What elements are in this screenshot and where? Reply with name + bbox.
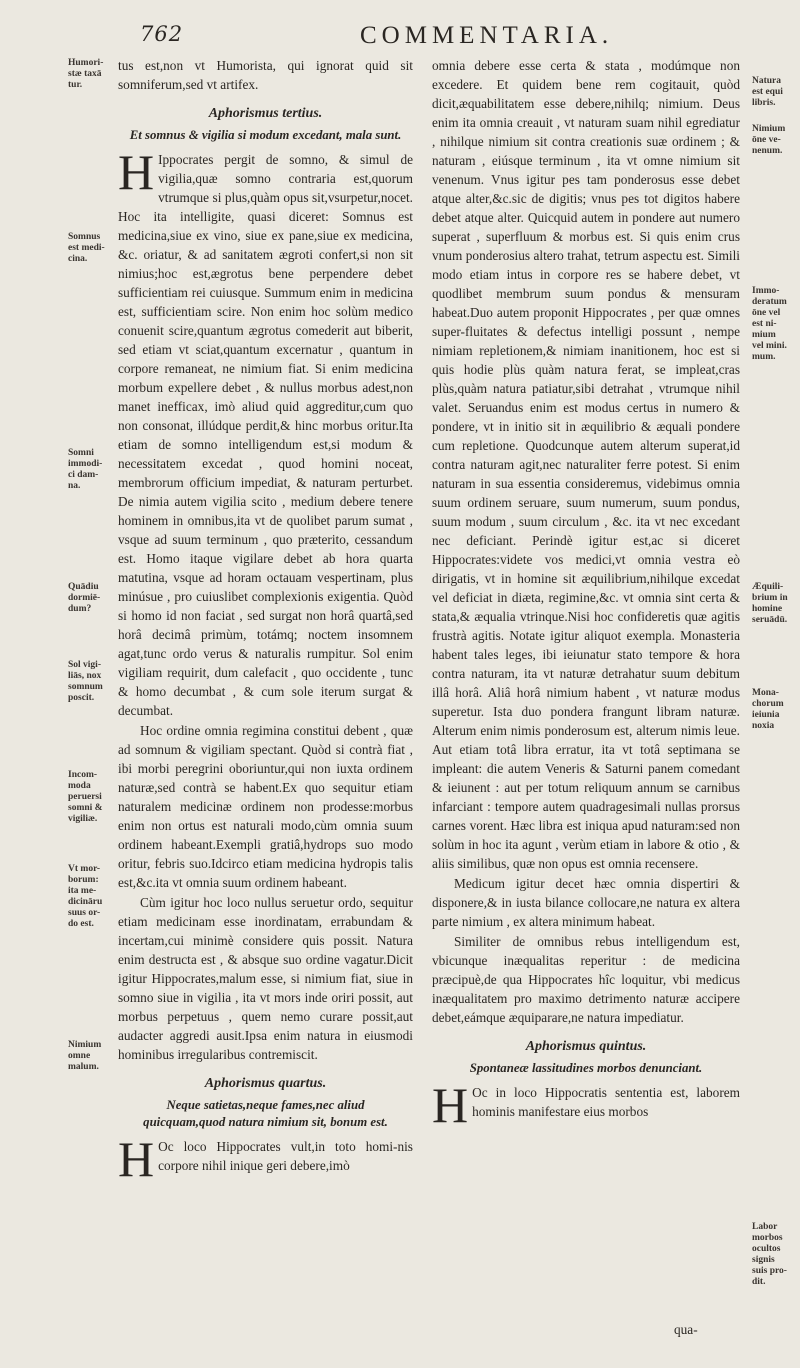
- aphorism-5-title: Aphorismus quintus.: [525, 1039, 647, 1054]
- drop-cap: H: [118, 144, 155, 200]
- aphorism-4-text: Neque satietas,neque fames,nec aliud quicquam,quod natura nimium sit, bonum est.: [143, 1098, 388, 1129]
- margin-note-left-4: Quādiu dormiē- dum?: [68, 582, 101, 614]
- page-number: 762: [140, 22, 184, 46]
- margin-note-right-3: Immo- deratum ōne vel est ni- mium vel mini. mum.: [752, 286, 787, 362]
- margin-note-left-2: Somnus est medi- cina.: [68, 232, 105, 264]
- left-column: [118, 56, 413, 1187]
- right-paragraph-2: Medicum igitur decet hæc omnia dispertiri & disponere,& in iusta bilance collocare,ne natura ex altera parte nimium , ex altera minimum habeat.: [432, 876, 740, 929]
- margin-note-left-1: Humori- stæ taxā tur.: [68, 58, 104, 90]
- left-paragraph-1: [118, 144, 413, 720]
- margin-note-left-7: Vt mor- borum: ita me- dicināru suus or- do est.: [68, 864, 103, 929]
- margin-note-right-5: Mona- chorum ieiunia noxia: [752, 688, 784, 731]
- margin-note-left-5: Sol vigi- liās, nox somnum poscit.: [68, 660, 103, 703]
- right-column: [432, 56, 740, 1133]
- margin-note-right-6: Labor morbos ocultos signis suis pro- dit.: [752, 1222, 787, 1287]
- margin-note-left-8: Nimium omne malum.: [68, 1040, 102, 1072]
- margin-note-right-2: Nimium ōne ve- nenum.: [752, 124, 786, 156]
- margin-note-right-4: Æquili- brium in homine seruādū.: [752, 582, 788, 625]
- right-paragraph-4-text: Oc in loco Hippocratis sententia est, laborem hominis manifestare eius morbos: [472, 1085, 740, 1119]
- right-paragraph-3: Similiter de omnibus rebus intelligendum est, vbicunque inæqualitas reperitur : de medicina præcipuè,de qua Hippocrates hîc loquitur, vbi medicus inæqualitatem pro maximo detrimento naturæ accipere debet,eámque æquiparare,ne natura impediatur.: [432, 934, 740, 1025]
- margin-note-left-6: Incom- moda peruersi somni & vigiliæ.: [68, 770, 103, 824]
- margin-note-right-1: Natura est equi libris.: [752, 76, 783, 108]
- aphorism-5-text: Spontaneæ lassitudines morbos denunciant.: [469, 1061, 703, 1075]
- left-paragraph-2: Hoc ordine omnia regimina constitui debent , quæ ad somnum & vigiliam spectant. Quòd si contrà fiat , ibi morbi peregrini oboriuntur,qui non iuxta ordinem naturæ,sed contrà se habent.Ex quo sequitur etiam naturalem medicinæ ordinem non prodesse:morbus enim non ortus est naturali modo,cùm omnia suum ordinem habeant.Exempli gratiâ,hydrops suo modo oritur, febris suo.Idcirco etiam medicina hydropis talis est,&c.ita vt omnia suum ordinem habeant.: [118, 723, 413, 890]
- aphorism-3-text: Et somnus & vigilia si modum excedant, mala sunt.: [129, 128, 402, 142]
- left-paragraph-4-text: Oc loco Hippocrates vult,in toto homi-nis corpore nihil inique geri debere,imò: [158, 1139, 413, 1173]
- right-paragraph-1: omnia debere esse certa & stata , modúmque non excedere. Et quidem bene rem cogitauit, quòd dicit,æquabilitatem esse debere,nihilq; nimium. Deus enim ita omnia creauit , vt naturam suam nihil egrediatur , nihilque nimium sit contra creationis suæ ordinem ; & naturam , eiúsque terminum , ita vt omne nimium sit venenum. Vnus igitur pes tam ponderosus esse debet atque alter,&c.sic de digitis; vnus pes tot digitos habere debet atque alter. Quicquid autem in pondere aut numero superat , superfluum & morbus est. Si quis enim crus vnum ponderosius altero trahat, tetrum aspectu est. Simili modo etiam intus in corpore res se habere debet, vt quodlibet membrum suum pondus & mensuram habeat.Duo autem proponit Hippocrates , per quæ omnes super-fluitates & defectus intelligi possunt , nempe nimiam repletionem,& nimiam inanitionem, hoc est si quis hodie plùs quàm natura ferat, se impleat,cras plùs,quàm natura patiatur,sibi detrahat , vtrumque nihil valet. Seruandus enim est modus certus in numero & pondere, vt in initio sit in æquilibrio & æquali pondere cum repletione. Quodcunque autem alterum superat,id contra naturam agit,nec naturaliter ferre potest. Si enim naturam in sua essentia consideremus, videbimus omnia suum ordinem seruare, suum numerum, suum pondus, suum modum , suum circulum , &c. ita vt nec excedant nec deficiant. Perindè igitur est,ac si diceret Hippocrates:videte vos medici,vt omnia vestra eò dirigatis, vt in homine sit æquilibrium,nihilque excedat vel deficiat in diæta, regimine,&c. vt omnia sint certa & stata,& æqualia vtrinque.Nisi hoc confideretis quæ agitis frustrà agitis. Notate igitur aliquot exempla. Monasteria habent tales leges, ibi ieiunatur stato tempore & hora contra naturam, ita vt naturæ detrahatur suum debitum illâ horâ. Aliâ horâ nimium habent , vt naturæ modus superetur. Ista duo pondera frangunt libram naturæ. Alterum enim nimis ponderosum est, alterum nimis leue. Aut etiam totâ libra erratur, ita vt totâ septimana se impleant: die autem Veneris & Saturni panem comedant & ieiunent : aut per totum reliquum annum se carnibus infarciant : tempore autem quadragesimali nullas prorsus carnes vorent. Hæc libra est iniqua apud naturam:sed non solùm in hoc ita agunt , verùm etiam in labore & otio , & aliis similibus, quæ non opus est omnia recensere.: [432, 58, 740, 871]
- right-paragraph-4: [432, 1077, 740, 1133]
- margin-note-left-3: Somni immodi- ci dam- na.: [68, 448, 103, 491]
- left-opening-text: tus est,non vt Humorista, qui ignorat quid sit somniferum,sed vt artifex.: [118, 58, 413, 92]
- aphorism-3-title: Aphorismus tertius.: [208, 106, 323, 121]
- left-paragraph-3: Cùm igitur hoc loco nullus seruetur ordo, sequitur etiam medicinam esse inordinatam, errabundam & incertam,cui minimè considere quis possit. Natura enim destructa est , & absque suo ordine vagatur.Dicit igitur Hippocrates,malum esse, si nimium fiat, siue in somno siue in vigilia , ita vt mors inde oriri possit, aut morbus perpetuus , quem nemo curare possit,aut audacter aggredi ausit.Ipsa enim natura in eiusmodi hominibus irregularibus contremiscit.: [118, 895, 413, 1062]
- aphorism-4-title: Aphorismus quartus.: [204, 1076, 327, 1091]
- running-title: COMMENTARIA.: [360, 22, 614, 49]
- left-paragraph-1-text: Ippocrates pergit de somno, & simul de vigilia,quæ somno contraria est,quorum vtrumque si plus,quàm opus sit,vsurpetur,nocet. Hoc ita intelligite, quasi diceret: Somnus est medicina,siue ex vino, siue ex pane,siue ex medicina, &c. oriatur, & ad sanitatem ægroti confert,si non sit nimius;hoc est,ægrotus bene perpendere debet sufficientiam rei cuiusque. Summum enim in medicina est, sufficientiam scire. Non enim hoc solùm medico conuenit scire,quantum ægrotus comederit aut biberit, sed etiam vt sciat,quantum excernatur , quantum in corpore remaneat, ne nimium fiat. Si enim medicina morbum expellere debet , & nullus morbus adest,non manet inefficax, imò aliud quid aggreditur,cum quo non consonat, illúdque perdit,& hinc morbus oritur.Ita etiam de somno intelligendum est,si modum & necessitatem excedat , quod homini noceat, membrorum officium impediat, & naturam perturbet. De nimia autem vigilia scito , medium debere tenere hominem in omnibus,ita vt de quolibet parum sumat , vsque ad suum terminum , quo præterito, cessandum est. Homo itaque vigilare debet ab hora quarta matutina, vsque ad horam octauam vespertinam, plus minúsue , pro cuiuslibet complexionis exigentia. Quòd si homo id non faciat , sed surgat non horâ quartâ,sed horâ decimâ primùm, totámq; noctem insomnem agat,tunc ordo verus & naturalis rumpitur. Sol enim vigiliam requirit, dum calefacit , quo occidente , tunc & homo decumbat , & cum sole iterum surgat & decumbat.: [118, 152, 413, 718]
- drop-cap: H: [118, 1131, 155, 1187]
- catchword: qua-: [674, 1322, 698, 1337]
- drop-cap: H: [432, 1077, 469, 1133]
- running-head: [0, 22, 800, 56]
- left-paragraph-4: [118, 1131, 413, 1187]
